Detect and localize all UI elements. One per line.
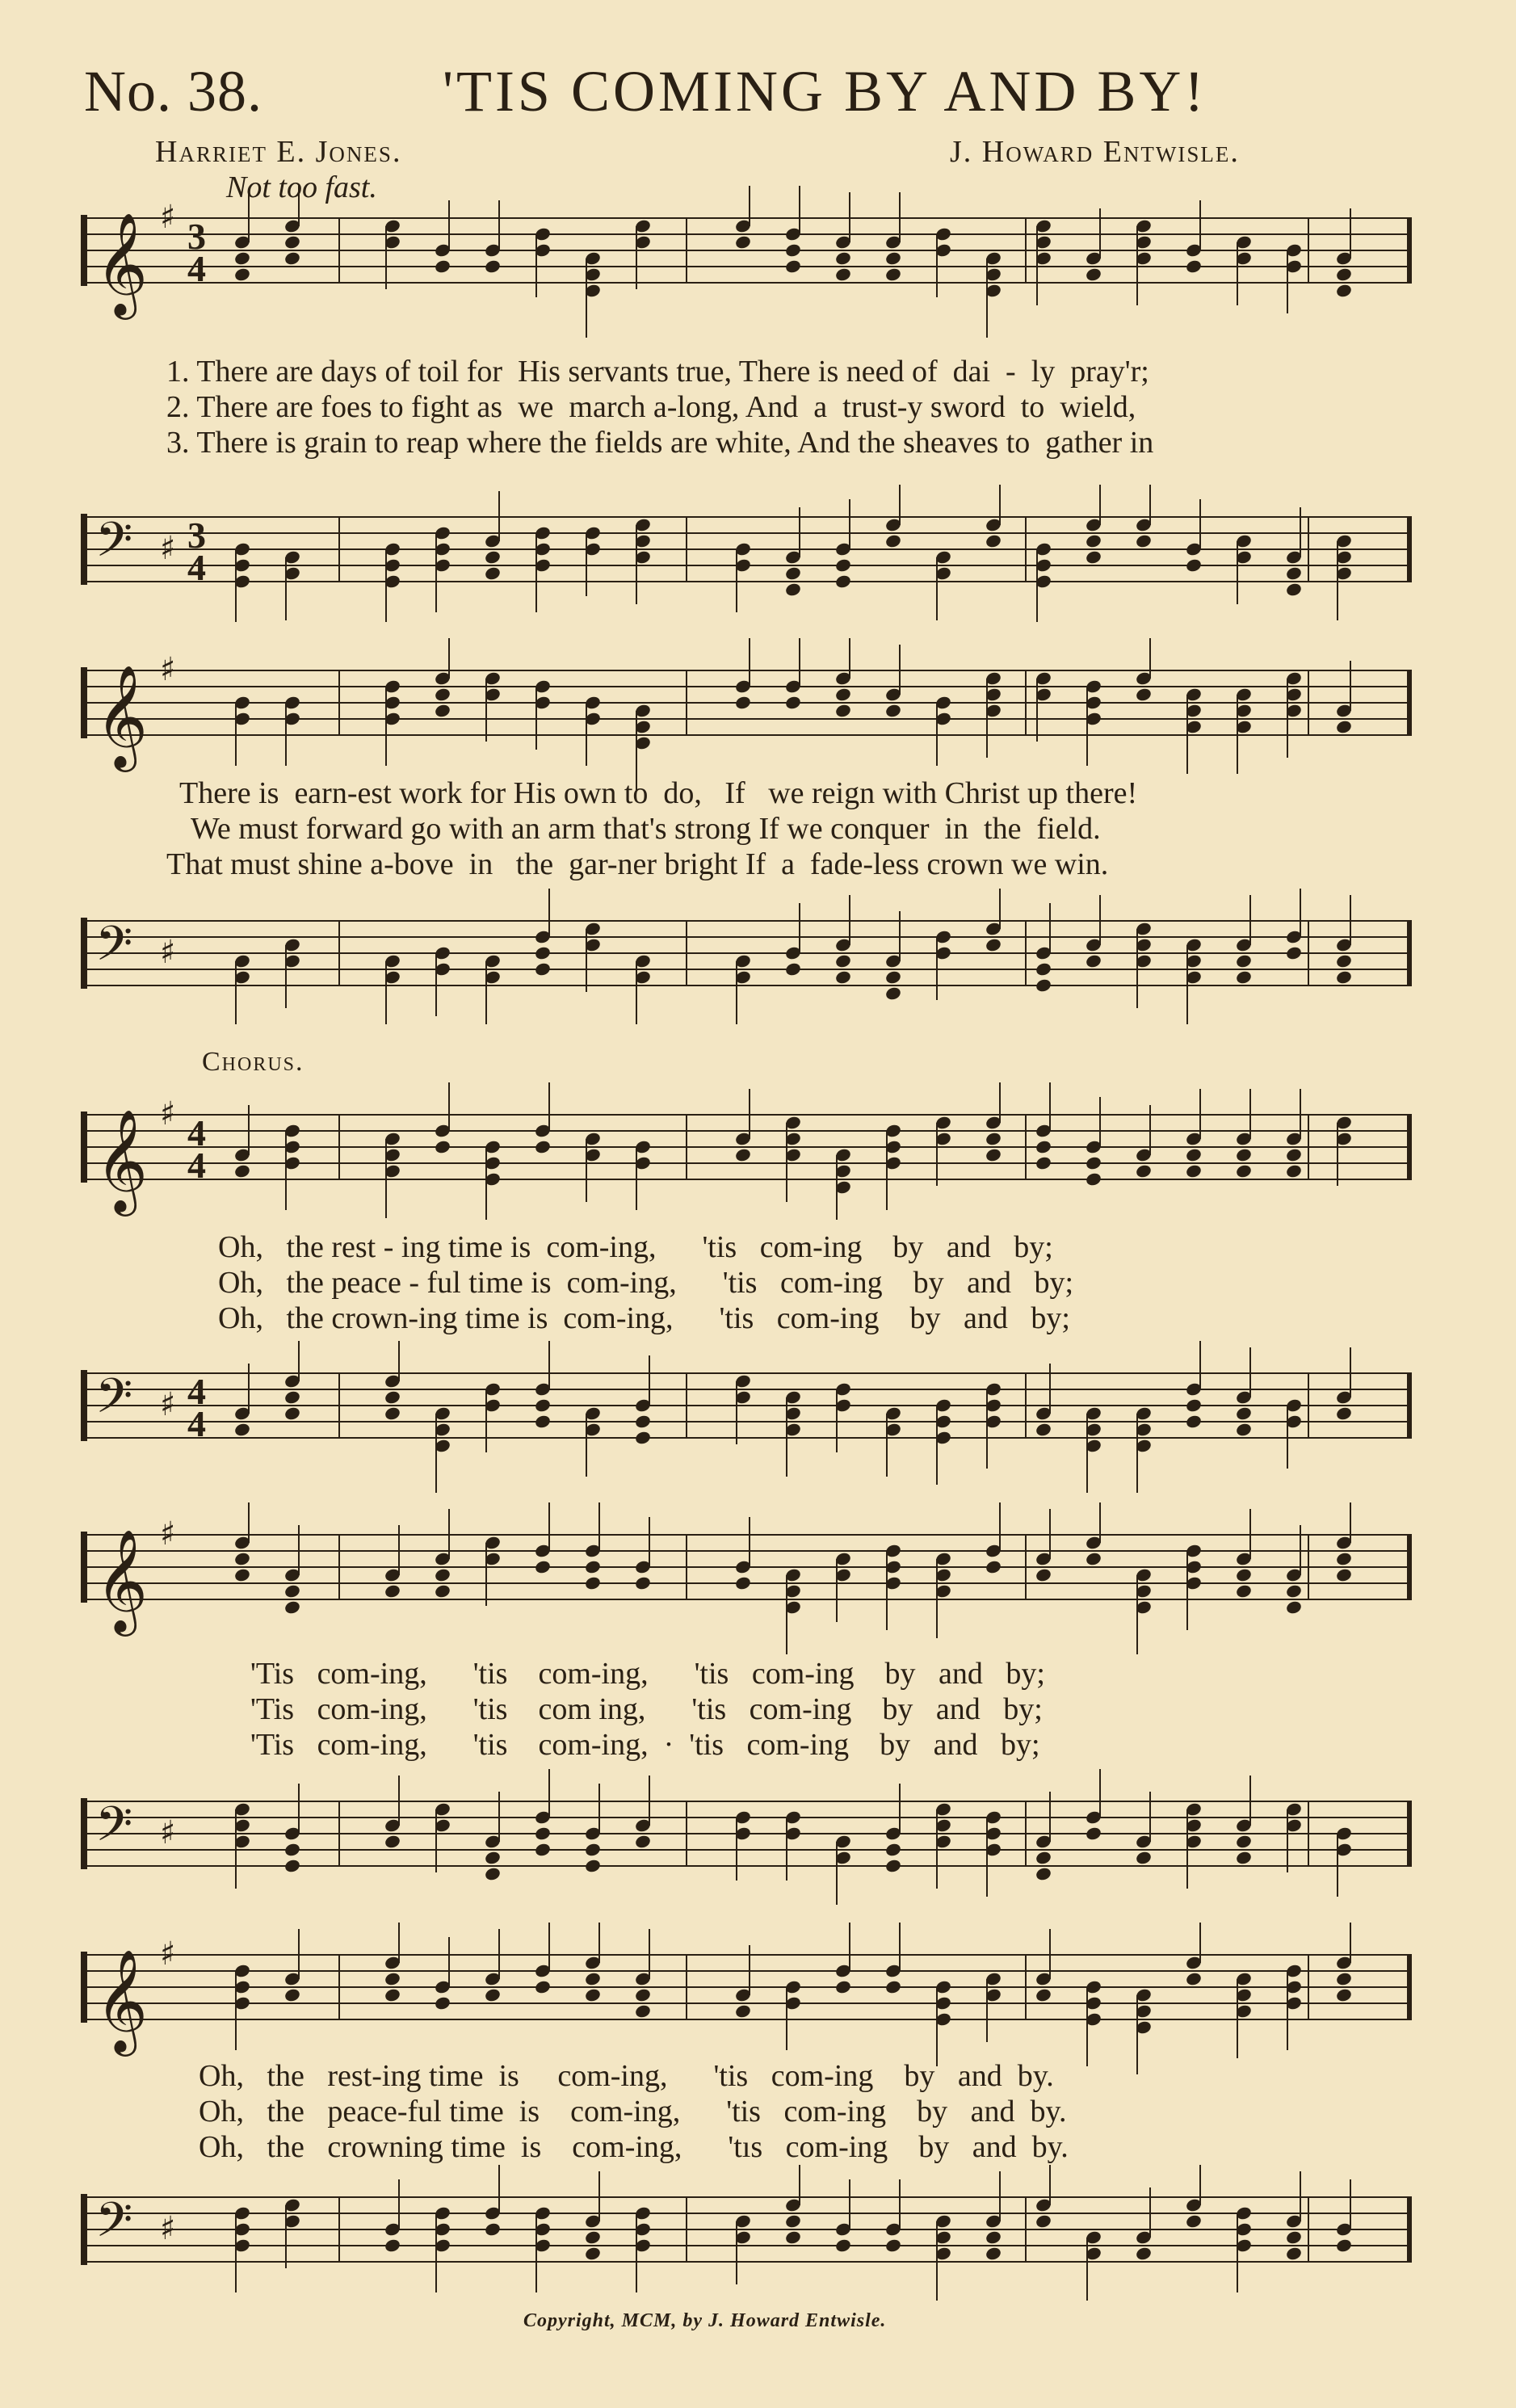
note-head — [384, 1406, 401, 1421]
note-head — [985, 937, 1002, 952]
note-head — [434, 1583, 451, 1599]
hymn-number: No. 38. — [84, 59, 262, 124]
note-head — [1285, 2246, 1303, 2261]
note-head — [484, 1866, 502, 1881]
note-head — [1185, 1971, 1203, 1986]
copyright-notice: Copyright, MCM, by J. Howard Entwisle. — [523, 2310, 887, 2331]
note-head — [1235, 953, 1253, 969]
sharp-icon: ♯ — [160, 651, 176, 688]
note-head — [384, 1389, 401, 1405]
note-head — [283, 1389, 301, 1405]
note-head — [1285, 1583, 1303, 1599]
note-head — [784, 242, 802, 258]
note-head — [1235, 969, 1253, 985]
note-head — [884, 267, 902, 282]
note-head — [884, 533, 902, 548]
system-brace — [81, 2194, 87, 2265]
note-head — [834, 250, 852, 266]
note-head — [985, 1131, 1002, 1146]
note-head — [1185, 1414, 1203, 1429]
note-head — [784, 2229, 802, 2245]
note-head — [484, 549, 502, 565]
note-head — [1335, 283, 1353, 298]
chorus-2-verse-1: 'Tis com-ing, 'tis com-ing, 'tis com-ing by and by; — [250, 1657, 1045, 1691]
note-head — [534, 1397, 552, 1413]
note-head — [484, 2221, 502, 2237]
note-head — [985, 1147, 1002, 1162]
system-brace — [81, 215, 87, 286]
note-head — [1185, 557, 1203, 573]
bass-clef-icon: 𝄢 — [95, 1368, 133, 1435]
sharp-icon: ♯ — [160, 934, 176, 971]
note-head — [1035, 2213, 1052, 2229]
note-head — [1035, 1422, 1052, 1437]
note-head — [634, 1987, 652, 2002]
system-brace — [81, 667, 87, 738]
note-head — [1035, 1987, 1052, 2002]
note-head — [1285, 565, 1303, 581]
time-signature-bottom: 4 — [187, 1403, 206, 1444]
chorus-3-verse-3: Oh, the crowning time is com-ing, 'tıs com-ing by and by. — [199, 2130, 1069, 2164]
note-head — [233, 1551, 251, 1566]
note-head — [1285, 582, 1303, 597]
note-head — [384, 1834, 401, 1849]
note-head — [734, 1147, 752, 1162]
note-head — [784, 258, 802, 274]
note-head — [884, 1979, 902, 1994]
system-brace — [81, 1532, 87, 1603]
note-head — [534, 1414, 552, 1429]
note-head — [1285, 1599, 1303, 1615]
final-bar-line — [1407, 1535, 1412, 1599]
final-bar-line — [1407, 1801, 1412, 1866]
chorus-2-treble — [0, 1502, 1516, 1664]
note-head — [283, 1599, 301, 1615]
note-head — [734, 695, 752, 710]
time-signature-bottom: 4 — [187, 547, 206, 588]
note-head — [1235, 1147, 1253, 1162]
note-head — [283, 1842, 301, 1857]
bass-clef-icon: 𝄢 — [95, 915, 133, 983]
note-head — [1035, 961, 1052, 977]
note-head — [1085, 549, 1102, 565]
note-head — [534, 1139, 552, 1154]
note-head — [484, 1987, 502, 2002]
verse-3-line-a: 3. There is grain to reap where the fields are white, And the sheaves to gather in — [166, 426, 1154, 460]
note-head — [584, 1987, 602, 2002]
chorus-2-verse-3: 'Tis com-ing, 'tis com-ing, · 'tis com-ing by and by; — [250, 1728, 1040, 1762]
note-head — [985, 2246, 1002, 2261]
note-head — [1335, 267, 1353, 282]
note-head — [584, 2246, 602, 2261]
note-head — [484, 1850, 502, 1865]
note-head — [1235, 1850, 1253, 1865]
note-head — [384, 2238, 401, 2253]
note-head — [784, 565, 802, 581]
sharp-icon: ♯ — [160, 1095, 176, 1133]
note-head — [1135, 1163, 1153, 1179]
note-head — [484, 565, 502, 581]
note-head — [1235, 1567, 1253, 1582]
verse-2-line-a: 2. There are foes to fight as we march a-long, And a trust-y sword to wield, — [166, 390, 1136, 424]
note-head — [283, 250, 301, 266]
note-head — [1035, 1139, 1052, 1154]
note-head — [1285, 2229, 1303, 2245]
note-head — [1335, 953, 1353, 969]
note-head — [634, 1834, 652, 1849]
note-head — [434, 687, 451, 702]
note-head — [834, 1979, 852, 1994]
note-head — [734, 2003, 752, 2019]
note-head — [1335, 969, 1353, 985]
chorus-1-verse-3: Oh, the crown-ing time is com-ing, 'tis com-ing by and by; — [218, 1301, 1070, 1335]
note-head — [834, 267, 852, 282]
note-head — [834, 703, 852, 718]
note-head — [1135, 687, 1153, 702]
note-head — [1235, 1834, 1253, 1849]
note-head — [283, 234, 301, 250]
chorus-1-treble — [0, 1082, 1516, 1220]
note-head — [884, 2238, 902, 2253]
system-1-treble — [0, 186, 1516, 339]
note-head — [1235, 1163, 1253, 1179]
note-head — [834, 687, 852, 702]
sharp-icon: ♯ — [160, 1935, 176, 1973]
note-head — [384, 1971, 401, 1986]
note-head — [434, 258, 451, 274]
note-head — [884, 985, 902, 1001]
note-head — [834, 953, 852, 969]
note-head — [634, 1414, 652, 1429]
note-head — [985, 533, 1002, 548]
note-head — [584, 1858, 602, 1873]
sharp-icon: ♯ — [160, 199, 176, 236]
note-head — [233, 1163, 251, 1179]
note-head — [434, 1567, 451, 1582]
note-head — [584, 1842, 602, 1857]
note-head — [1285, 945, 1303, 960]
note-head — [1335, 1971, 1353, 1986]
note-head — [233, 1567, 251, 1582]
note-head — [434, 1139, 451, 1154]
treble-clef-icon: 𝄞 — [95, 1108, 149, 1212]
note-head — [1135, 1850, 1153, 1865]
note-head — [1335, 1406, 1353, 1421]
note-head — [584, 1971, 602, 1986]
note-head — [1085, 1171, 1102, 1187]
final-bar-line — [1407, 517, 1412, 582]
note-head — [1185, 2213, 1203, 2229]
treble-clef-icon: 𝄞 — [95, 664, 149, 767]
note-head — [1235, 1583, 1253, 1599]
note-head — [1185, 258, 1203, 274]
note-head — [1285, 1163, 1303, 1179]
sharp-icon: ♯ — [160, 530, 176, 567]
system-brace — [81, 918, 87, 989]
note-head — [834, 969, 852, 985]
note-head — [634, 1575, 652, 1591]
note-head — [534, 961, 552, 977]
note-head — [634, 1430, 652, 1445]
verse-3-line-b: That must shine a-bove in the gar-ner bright If a fade-less crown we win. — [166, 847, 1109, 881]
note-head — [784, 961, 802, 977]
chorus-3-verse-1: Oh, the rest-ing time is com-ing, 'tis com-ing by and by. — [199, 2059, 1054, 2093]
sharp-icon: ♯ — [160, 1515, 176, 1553]
note-head — [534, 1842, 552, 1857]
note-head — [1335, 2238, 1353, 2253]
composer-credit: J. Howard Entwisle. — [950, 135, 1240, 169]
note-head — [784, 695, 802, 710]
note-head — [784, 582, 802, 597]
note-head — [985, 1559, 1002, 1574]
note-head — [434, 703, 451, 718]
note-head — [985, 2229, 1002, 2245]
note-head — [1085, 267, 1102, 282]
note-head — [884, 250, 902, 266]
chorus-2-verse-2: 'Tis com-ing, 'tis com ing, 'tis com-ing by and by; — [250, 1692, 1043, 1726]
note-head — [1035, 1866, 1052, 1881]
bass-clef-icon: 𝄢 — [95, 2192, 133, 2259]
note-head — [1235, 1422, 1253, 1437]
chorus-3-verse-2: Oh, the peace-ful time is com-ing, 'tis com-ing by and by. — [199, 2095, 1067, 2129]
final-bar-line — [1407, 1115, 1412, 1179]
note-head — [1035, 1567, 1052, 1582]
time-signature-bottom: 4 — [187, 248, 206, 289]
note-head — [584, 1575, 602, 1591]
note-head — [1035, 1850, 1052, 1865]
final-bar-line — [1407, 921, 1412, 985]
note-head — [584, 2229, 602, 2245]
note-head — [434, 1995, 451, 2011]
note-head — [283, 1858, 301, 1873]
note-head — [834, 557, 852, 573]
note-head — [834, 2238, 852, 2253]
note-head — [1085, 953, 1102, 969]
note-head — [1035, 977, 1052, 993]
note-head — [734, 234, 752, 250]
note-head — [283, 1987, 301, 2002]
treble-clef-icon: 𝄞 — [95, 212, 149, 315]
note-head — [1335, 1551, 1353, 1566]
verse-1-line-a: 1. There are days of toil for His servants true, There is need of dai - ly pray'r; — [166, 355, 1149, 389]
note-head — [1035, 1155, 1052, 1170]
note-head — [1185, 1163, 1203, 1179]
note-head — [784, 2213, 802, 2229]
chorus-2-bass — [0, 1769, 1516, 1931]
note-head — [484, 258, 502, 274]
note-head — [534, 1559, 552, 1574]
note-head — [283, 1406, 301, 1421]
note-head — [834, 574, 852, 589]
note-head — [1335, 1987, 1353, 2002]
time-signature-top: 3 — [187, 216, 206, 257]
note-head — [884, 969, 902, 985]
note-head — [534, 945, 552, 960]
tempo-marking: Not too fast. — [226, 170, 377, 204]
chorus-label: Chorus. — [202, 1047, 304, 1077]
verse-2-line-b: We must forward go with an arm that's strong If we conquer in the field. — [191, 812, 1101, 846]
note-head — [1135, 533, 1153, 548]
bass-clef-icon: 𝄢 — [95, 1796, 133, 1864]
note-head — [233, 267, 251, 282]
chorus-3-bass — [0, 2165, 1516, 2326]
note-head — [233, 250, 251, 266]
final-bar-line — [1407, 1955, 1412, 2019]
note-head — [1335, 1567, 1353, 1582]
note-head — [233, 1422, 251, 1437]
sharp-icon: ♯ — [160, 1814, 176, 1851]
note-head — [1135, 2246, 1153, 2261]
final-bar-line — [1407, 670, 1412, 735]
chorus-1-verse-2: Oh, the peace - ful time is com-ing, 'tis com-ing by and by; — [218, 1266, 1074, 1300]
note-head — [884, 1842, 902, 1857]
final-bar-line — [1407, 2197, 1412, 2262]
note-head — [1235, 1406, 1253, 1421]
note-head — [384, 1987, 401, 2002]
time-signature-top: 4 — [187, 1112, 206, 1154]
bass-clef-icon: 𝄢 — [95, 511, 133, 579]
note-head — [534, 1979, 552, 1994]
system-brace — [81, 1112, 87, 1183]
system-brace — [81, 1798, 87, 1869]
note-head — [884, 1858, 902, 1873]
hymn-title: 'TIS COMING BY AND BY! — [443, 59, 1207, 124]
time-signature-top: 3 — [187, 515, 206, 556]
treble-clef-icon: 𝄞 — [95, 1948, 149, 2052]
note-head — [1085, 533, 1102, 548]
system-brace — [81, 514, 87, 585]
note-head — [734, 1575, 752, 1591]
note-head — [384, 1583, 401, 1599]
note-head — [634, 2003, 652, 2019]
chorus-1-bass — [0, 1341, 1516, 1494]
system-brace — [81, 1370, 87, 1441]
final-bar-line — [1407, 1373, 1412, 1438]
note-head — [884, 703, 902, 718]
verse-1-line-b: There is earn-est work for His own to do, If we reign with Christ up there! — [179, 776, 1138, 810]
note-head — [584, 1559, 602, 1574]
note-head — [1335, 719, 1353, 734]
note-head — [1185, 1147, 1203, 1162]
chorus-1-verse-1: Oh, the rest - ing time is com-ing, 'tis com-ing by and by; — [218, 1230, 1053, 1264]
note-head — [1085, 1826, 1102, 1841]
time-signature-top: 4 — [187, 1371, 206, 1412]
treble-clef-icon: 𝄞 — [95, 1528, 149, 1632]
system-brace — [81, 1952, 87, 2023]
sharp-icon: ♯ — [160, 2210, 176, 2247]
note-head — [1085, 1551, 1102, 1566]
note-head — [1285, 1147, 1303, 1162]
system-1-bass — [0, 485, 1516, 622]
system-2-bass — [0, 889, 1516, 1042]
time-signature-bottom: 4 — [187, 1145, 206, 1186]
final-bar-line — [1407, 218, 1412, 283]
note-head — [1185, 1397, 1203, 1413]
note-head — [1085, 1155, 1102, 1170]
note-head — [283, 1583, 301, 1599]
sharp-icon: ♯ — [160, 1386, 176, 1423]
lyricist-credit: Harriet E. Jones. — [155, 135, 402, 169]
note-head — [534, 1826, 552, 1841]
